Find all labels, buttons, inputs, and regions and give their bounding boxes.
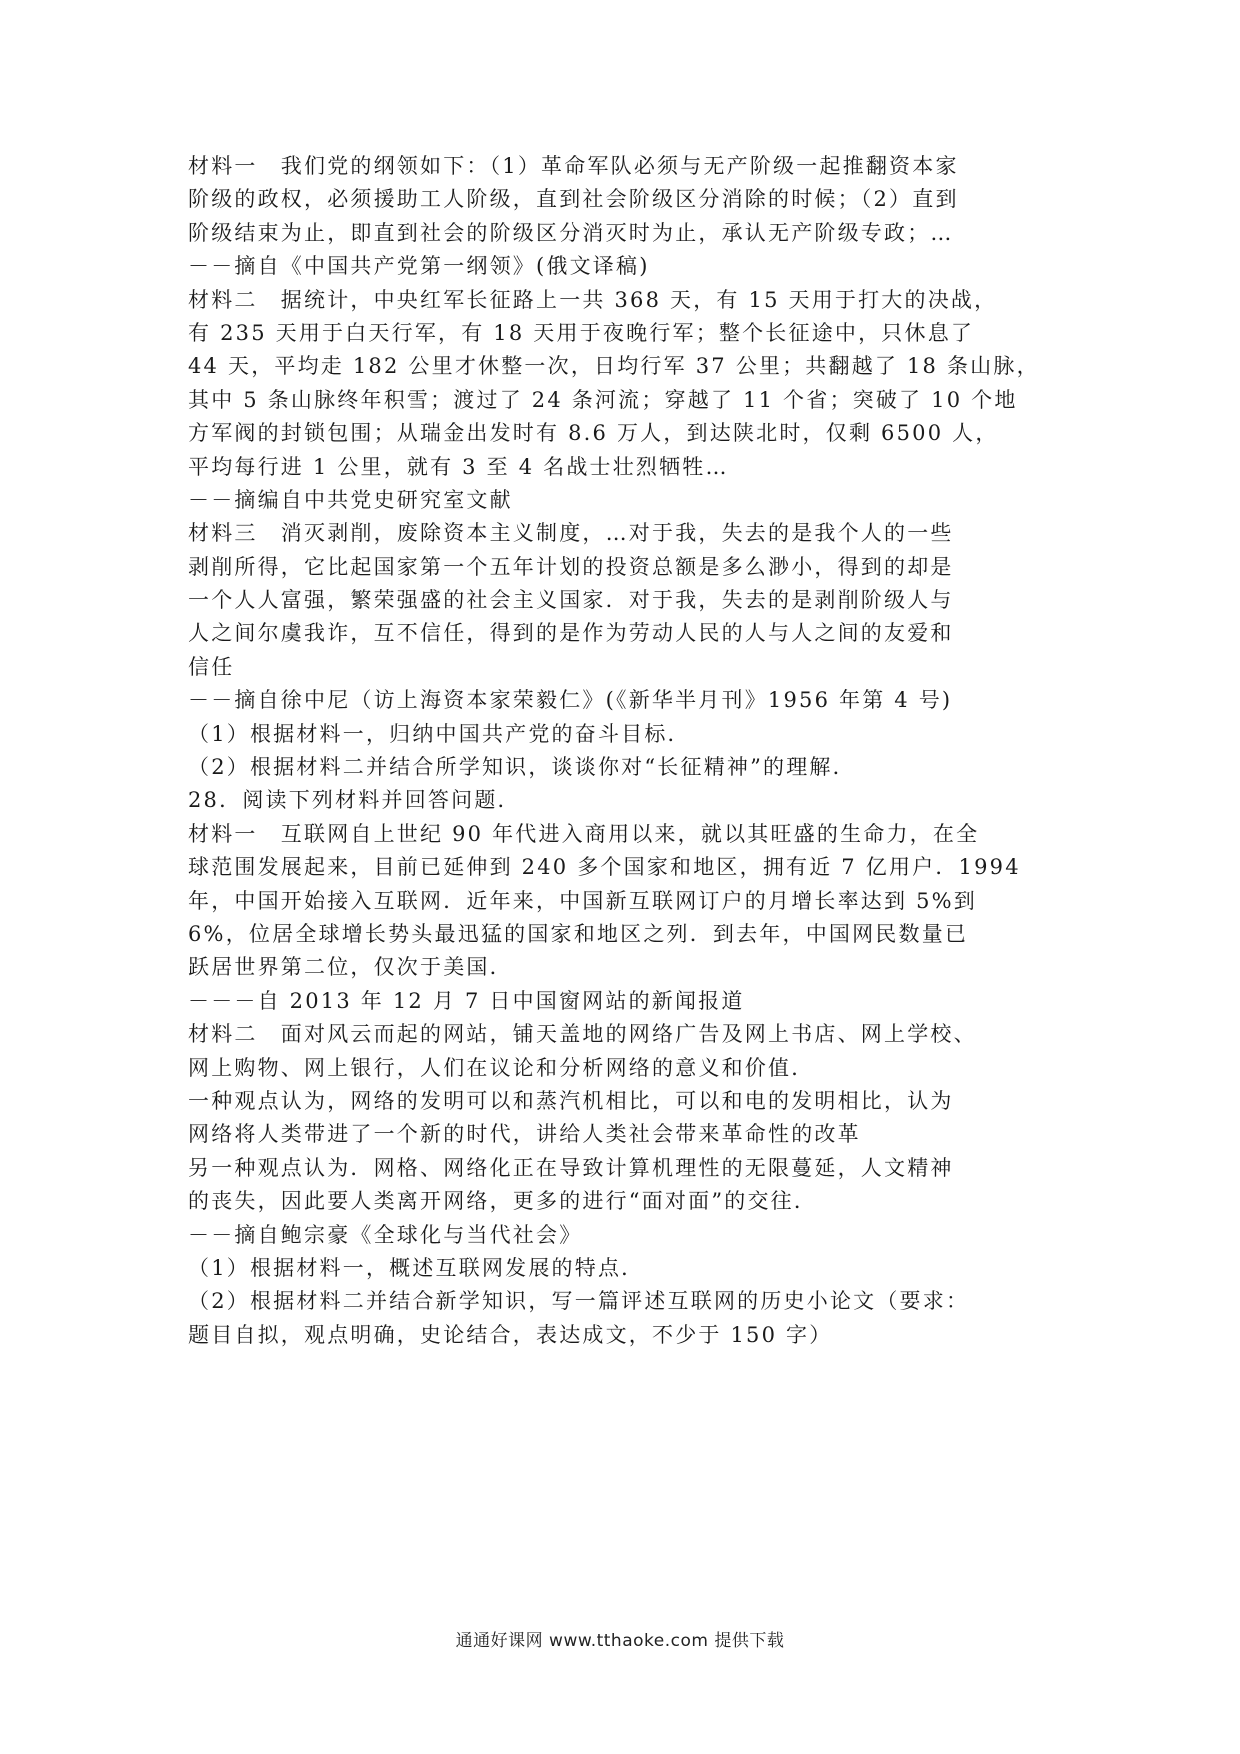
text-line: 方军阀的封锁包围；从瑞金出发时有 8.6 万人，到达陕北时，仅剩 6500 人， [188, 421, 999, 446]
text-line: 阶级的政权，必须援助工人阶级，直到社会阶级区分消除的时候；（2）直到 [188, 187, 959, 212]
text-line: 年，中国开始接入互联网．近年来，中国新互联网订户的月增长率达到 5%到 [188, 888, 977, 913]
text-line: 剥削所得，它比起国家第一个五年计划的投资总额是多么渺小，得到的却是 [188, 554, 954, 579]
text-line: 另一种观点认为．网格、网络化正在导致计算机理性的无限蔓延，人文精神 [188, 1155, 954, 1180]
question-line: （2）根据材料二并结合所学知识，谈谈你对“长征精神”的理解． [188, 755, 856, 780]
question-heading: 28．阅读下列材料并回答问题． [188, 788, 521, 813]
text-line: 材料一 互联网自上世纪 90 年代进入商用以来，就以其旺盛的生命力，在全 [188, 821, 980, 846]
text-line: 材料一 我们党的纲领如下：（1）革命军队必须与无产阶级一起推翻资本家 [188, 154, 959, 178]
text-line: 6%，位居全球增长势头最迅猛的国家和地区之列．到去年，中国网民数量已 [188, 921, 969, 946]
text-line: 其中 5 条山脉终年积雪；渡过了 24 条河流；穿越了 11 个省；突破了 10 个地 [188, 387, 1018, 412]
text-line: 跃居世界第二位，仅次于美国． [188, 955, 513, 980]
source-line: －－摘自鲍宗豪《全球化与当代社会》 [188, 1222, 583, 1247]
text-line: 信任 [188, 654, 235, 679]
text-line: 阶级结束为止，即直到社会的阶级区分消灭时为止，承认无产阶级专政；… [188, 220, 954, 245]
text-line: 44 天，平均走 182 公里才休整一次，日均行军 37 公里；共翻越了 18 条山脉， [188, 354, 1040, 379]
text-line: 材料二 据统计，中央红军长征路上一共 368 天，有 15 天用于打大的决战， [188, 287, 998, 312]
document-body [188, 150, 1058, 1352]
source-line: －－摘自徐中尼（访上海资本家荣毅仁》(《新华半月刊》1956 年第 4 号) [188, 688, 953, 713]
text-line: 材料三 消灭剥削，废除资本主义制度，…对于我，失去的是我个人的一些 [188, 521, 954, 546]
text-line: 一种观点认为，网络的发明可以和蒸汽机相比，可以和电的发明相比，认为 [188, 1088, 954, 1113]
question-line: （1）根据材料一，归纳中国共产党的奋斗目标． [188, 721, 691, 746]
text-line: 有 235 天用于白天行军，有 18 天用于夜晚行军；整个长征途中，只休息了 [188, 320, 975, 345]
question-line: （2）根据材料二并结合新学知识，写一篇评述互联网的历史小论文（要求： [188, 1289, 970, 1314]
source-line: －－－自 2013 年 12 月 7 日中国窗网站的新闻报道 [188, 988, 745, 1013]
text-line: 人之间尔虞我诈，互不信任，得到的是作为劳动人民的人与人之间的友爱和 [188, 621, 954, 646]
question-line: （1）根据材料一，概述互联网发展的特点． [188, 1255, 645, 1280]
text-line: 平均每行进 1 公里，就有 3 至 4 名战士壮烈牺牲… [188, 454, 729, 479]
source-line: －－摘编自中共党史研究室文献 [188, 487, 513, 512]
source-line: －－摘自《中国共产党第一纲领》(俄文译稿) [188, 254, 650, 279]
text-line: 网络将人类带进了一个新的时代，讲给人类社会带来革命性的改革 [188, 1122, 861, 1147]
text-line: 材料二 面对风云而起的网站，铺天盖地的网络广告及网上书店、网上学校、 [188, 1022, 977, 1047]
question-line: 题目自拟，观点明确，史论结合，表达成文，不少于 150 字） [188, 1322, 833, 1347]
text-line: 网上购物、网上银行，人们在议论和分析网络的意义和价值． [188, 1055, 815, 1080]
text-line: 一个人人富强，繁荣强盛的社会主义国家．对于我，失去的是剥削阶级人与 [188, 588, 954, 613]
page-footer: 通通好课网 www.tthaoke.com 提供下载 [455, 1631, 785, 1651]
text-line: 球范围发展起来，目前已延伸到 240 多个国家和地区，拥有近 7 亿用户．1994 [188, 855, 1021, 880]
text-line: 的丧失，因此要人类离开网络，更多的进行“面对面”的交往． [188, 1189, 818, 1214]
